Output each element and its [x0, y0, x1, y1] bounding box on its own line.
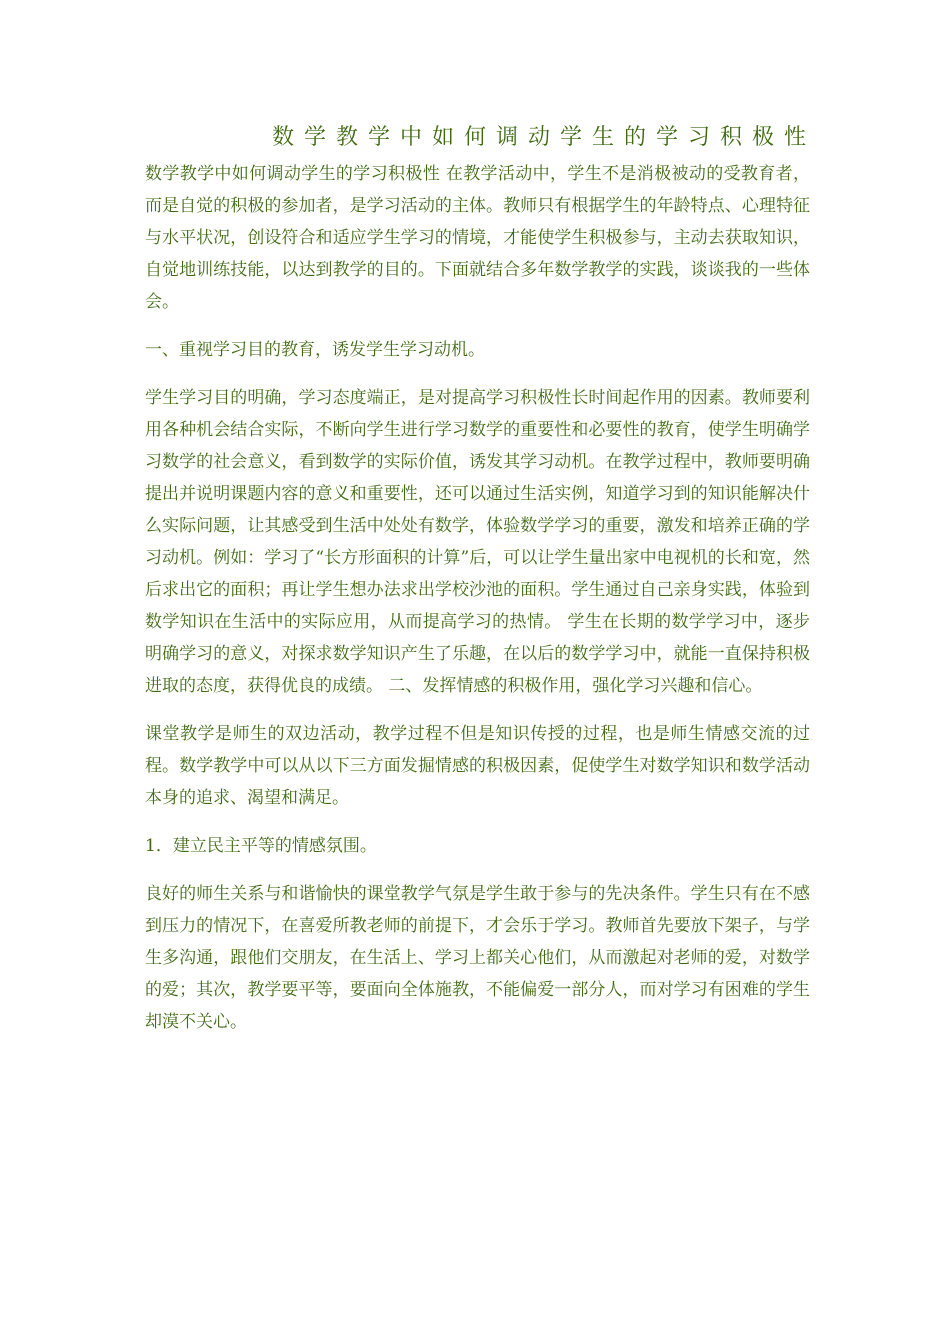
paragraph-gap	[145, 862, 810, 878]
document-title: 数学教学中如何调动学生的学习积极性	[272, 125, 817, 150]
paragraph-gap	[145, 702, 810, 718]
paragraph-gap	[145, 318, 810, 334]
paragraph-gap	[145, 366, 810, 382]
paragraph-intro: 数学教学中如何调动学生的学习积极性 在教学活动中，学生不是消极被动的受教育者，而是自觉的积极的参加者，是学习活动的主体。教师只有根据学生的年龄特点、心理特征与水平状况，创设符合和适应学生学习的情境，才能使学生积极参与，主动去获取知识，自觉地训练技能，以达到教学的目的。下面就结合多年数学教学的实践，谈谈我的一些体会。	[145, 164, 810, 312]
paragraph-gap	[145, 814, 810, 830]
paragraph-teacher-student-relationship: 良好的师生关系与和谐愉快的课堂教学气氛是学生敢于参与的先决条件。学生只有在不感到压力的情况下，在喜爱所教老师的前提下，才会乐于学习。教师首先要放下架子，与学生多沟通，跟他们交朋友，在生活上、学习上都关心他们，从而激起对老师的爱，对数学的爱；其次，教学要平等，要面向全体施教，不能偏爱一部分人，而对学习有困难的学生却漠不关心。	[145, 884, 810, 1032]
section-heading-1: 一、重视学习目的教育，诱发学生学习动机。	[145, 340, 485, 360]
paragraph-classroom-teaching: 课堂教学是师生的双边活动，教学过程不但是知识传授的过程，也是师生情感交流的过程。数学教学中可以从以下三方面发掘情感的积极因素，促使学生对数学知识和数学活动本身的追求、渴望和满足。	[145, 724, 810, 808]
document-body	[145, 158, 810, 1038]
subheading-1: 1．建立民主平等的情感氛围。	[145, 836, 377, 856]
paragraph-learning-goals: 学生学习目的明确，学习态度端正，是对提高学习积极性长时间起作用的因素。教师要利用各种机会结合实际，不断向学生进行学习数学的重要性和必要性的教育，使学生明确学习数学的社会意义，看到数学的实际价值，诱发其学习动机。在教学过程中，教师要明确提出并说明课题内容的意义和重要性，还可以通过生活实例，知道学习到的知识能解决什么实际问题，让其感受到生活中处处有数学，体验数学学习的重要，激发和培养正确的学习动机。例如：学习了“长方形面积的计算”后，可以让学生量出家中电视机的长和宽，然后求出它的面积；再让学生想办法求出学校沙池的面积。学生通过自己亲身实践，体验到数学知识在生活中的实际应用，从而提高学习的热情。 学生在长期的数学学习中，逐步明确学习的意义，对探求数学知识产生了乐趣，在以后的数学学习中，就能一直保持积极进取的态度，获得优良的成绩。 二、发挥情感的积极作用，强化学习兴趣和信心。	[145, 388, 810, 696]
